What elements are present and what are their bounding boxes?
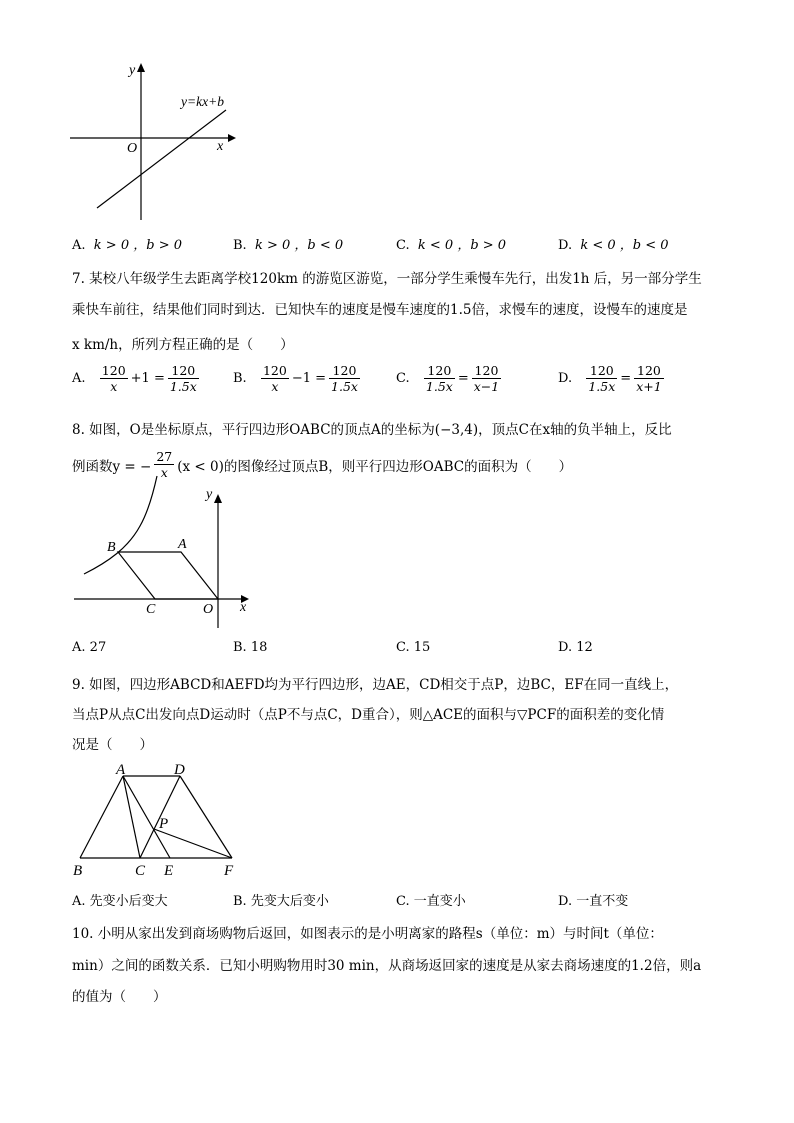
q8-option-a[interactable]: A. 27 — [72, 640, 107, 655]
q7-text-line3: x km/h，所列方程正确的是（ ） — [72, 337, 294, 353]
q7-option-d[interactable]: D. $\frac{120}{1.5x}$ = $\frac{120}{x+1}$ — [558, 363, 662, 394]
q8-text-line1: 8. 如图，O是坐标原点，平行四边形OABC的顶点A的坐标为(−3,4)，顶点C在x轴的负半轴上，反比 — [72, 422, 672, 438]
q9-text-line2: 当点P从点C出发向点D运动时（点P不与点C，D重合），则△ACE的面积与▽PCF的面积差的变化情 — [72, 707, 665, 723]
q9-edge-df — [180, 776, 232, 858]
q7-text-line2: 乘快车前往，结果他们同时到达．已知快车的速度是慢车速度的1.5倍，求慢车的速度，设慢车的速度是 — [72, 302, 688, 318]
q9-edge-ab — [80, 776, 123, 858]
q9-option-b[interactable]: B. 先变大后变小 — [233, 894, 329, 909]
q9-p-label: P — [159, 816, 169, 832]
q9-text-line1: 9. 如图，四边形ABCD和AEFD均为平行四边形，边AE，CD相交于点P，边BC，EF在同一直线上， — [72, 677, 679, 693]
q8-c-label: C — [146, 602, 156, 617]
q10-text-line1: 10. 小明从家出发到商场购物后返回，如图表示的是小明离家的路程s（单位：m）与时间t（单位： — [72, 926, 663, 942]
q9-f-label: F — [224, 863, 234, 879]
q9-d-label: D — [174, 762, 185, 778]
q6-y-label: y — [129, 63, 136, 78]
q9-c-label: C — [135, 863, 146, 879]
q8-y-label: y — [206, 487, 213, 502]
q8-b-label: B — [107, 540, 116, 555]
q8-option-b[interactable]: B. 18 — [233, 640, 268, 655]
q9-option-c[interactable]: C. 一直变小 — [396, 894, 466, 909]
q6-o-label: O — [127, 141, 138, 156]
q9-option-d[interactable]: D. 一直不变 — [558, 894, 629, 909]
q7-option-b[interactable]: B. $\frac{120}{x}$ −1 = $\frac{120}{1.5x}$ — [233, 363, 358, 394]
q8-text-line2: 例函数y = − $\frac{27}{x}$ (x < 0)的图像经过顶点B，则平行四边形OABC的面积为（ ） — [72, 449, 573, 480]
q7-option-a[interactable]: A. $\frac{120}{x}$ +1 = $\frac{120}{1.5x}$ — [72, 363, 197, 394]
q6-option-d[interactable]: D. k < 0 ，b < 0 — [558, 238, 669, 253]
q9-edge-ac — [123, 776, 140, 858]
q6-option-a[interactable]: A. k > 0 ，b > 0 — [72, 238, 182, 253]
q9-option-a[interactable]: A. 先变小后变大 — [72, 894, 168, 909]
q10-text-line2: min）之间的函数关系．已知小明购物用时30 min，从商场返回家的速度是从家去商场速度的1.2倍，则a — [72, 958, 702, 974]
q6-option-c[interactable]: C. k < 0 ，b > 0 — [396, 238, 507, 253]
q9-e-label: E — [164, 863, 174, 879]
q7-option-c[interactable]: C. $\frac{120}{1.5x}$ = $\frac{120}{x-1}$ — [396, 363, 500, 394]
q9-edge-pf — [154, 829, 232, 858]
q8-o-label: O — [203, 602, 214, 617]
q8-option-d[interactable]: D. 12 — [558, 640, 593, 655]
q8-a-label: A — [178, 537, 187, 552]
q8-option-c[interactable]: C. 15 — [396, 640, 431, 655]
q9-text-line3: 况是（ ） — [72, 737, 153, 753]
q6-x-label: x — [217, 139, 224, 154]
q9-b-label: B — [73, 863, 83, 879]
q10-text-line3: 的值为（ ） — [72, 989, 167, 1005]
q8-x-label: x — [240, 600, 247, 615]
q9-a-label: A — [116, 762, 126, 778]
q6-line-label: y=kx+b — [181, 94, 224, 109]
q7-text-line1: 7. 某校八年级学生去距离学校120km 的游览区游览，一部分学生乘慢车先行，出发1h 后，另一部分学生 — [72, 271, 702, 287]
q6-option-b[interactable]: B. k > 0 ，b < 0 — [233, 238, 344, 253]
